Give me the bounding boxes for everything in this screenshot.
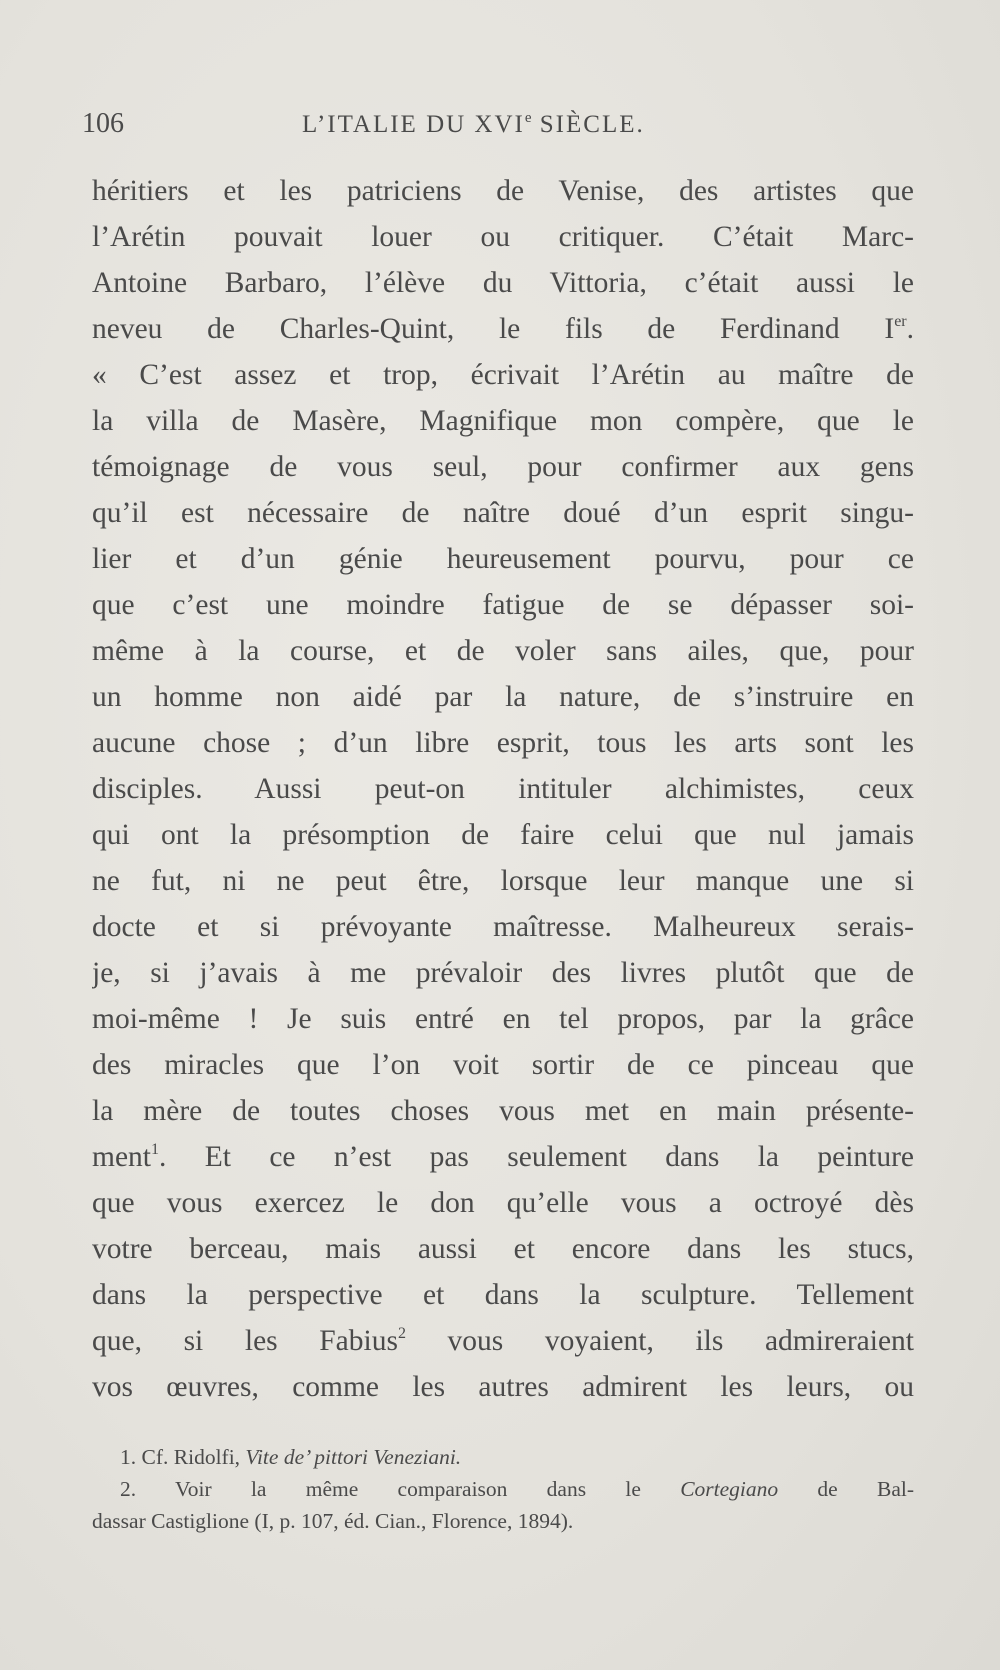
text-line-part: vous voyaient, ils admireraient: [405, 1325, 914, 1357]
text-line-part: .: [906, 313, 914, 345]
footnote-text: Voir la même comparaison dans le: [175, 1477, 681, 1501]
body-text: [92, 168, 914, 1410]
running-head-title-after: SIÈCLE.: [531, 111, 645, 138]
running-head-title-text: L’ITALIE DU XVI: [302, 111, 525, 138]
footnote-title: Vite de’ pittori Veneziani.: [245, 1445, 462, 1469]
footnotes: [92, 1441, 914, 1537]
running-head: [82, 108, 920, 148]
text-line: je, si j’avais à me prévaloir des livres plutôt que de: [92, 957, 914, 989]
text-line: vos œuvres, comme les autres admirent les leurs, ou: [92, 1371, 914, 1403]
text-line: la villa de Masère, Magnifique mon compère, que le: [92, 405, 914, 437]
text-line: la mère de toutes choses vous met en main présente-: [92, 1095, 914, 1127]
text-line: docte et si prévoyante maîtresse. Malheureux serais-: [92, 911, 914, 943]
text-line: même à la course, et de voler sans ailes, que, pour: [92, 635, 914, 667]
running-head-title: [302, 110, 645, 139]
text-line-part: que, si les Fabius: [92, 1325, 398, 1357]
footnote-ref-1: 1: [151, 1141, 159, 1158]
footnote-text: de Bal-: [778, 1477, 914, 1501]
text-line: votre berceau, mais aussi et encore dans les stucs,: [92, 1233, 914, 1265]
text-line: Antoine Barbaro, l’élève du Vittoria, c’était aussi le: [92, 267, 914, 299]
footnote-2: [92, 1473, 914, 1505]
footnote-2-continued: dassar Castiglione (I, p. 107, éd. Cian., Florence, 1894).: [92, 1509, 574, 1533]
text-line: héritiers et les patriciens de Venise, des artistes que: [92, 175, 914, 207]
text-line: aucune chose ; d’un libre esprit, tous les arts sont les: [92, 727, 914, 759]
text-line: [92, 1318, 914, 1364]
text-line: moi-même ! Je suis entré en tel propos, par la grâce: [92, 1003, 914, 1035]
text-line: qui ont la présomption de faire celui que nul jamais: [92, 819, 914, 851]
text-line: que c’est une moindre fatigue de se dépasser soi-: [92, 589, 914, 621]
text-line: ne fut, ni ne peut être, lorsque leur manque une si: [92, 865, 914, 897]
footnote-ref-2: 2: [397, 1325, 406, 1342]
footnote-1: [92, 1441, 914, 1473]
page-number: 106: [82, 108, 124, 139]
text-line: témoignage de vous seul, pour confirmer aux gens: [92, 451, 914, 483]
footnote-text: Cf. Ridolfi,: [141, 1445, 246, 1469]
text-line-part: . Et ce n’est pas seulement dans la peinture: [159, 1141, 914, 1173]
text-line: [92, 1134, 914, 1180]
text-line: l’Arétin pouvait louer ou critiquer. C’était Marc-: [92, 221, 914, 253]
text-line: que vous exercez le don qu’elle vous a octroyé dès: [92, 1187, 914, 1219]
text-line: qu’il est nécessaire de naître doué d’un esprit singu-: [92, 497, 914, 529]
footnote-number: 1.: [120, 1445, 137, 1469]
superscript: er: [894, 313, 907, 330]
text-line: dans la perspective et dans la sculpture. Tellement: [92, 1279, 914, 1311]
running-head-title-sup: e: [524, 110, 532, 126]
text-line: disciples. Aussi peut-on intituler alchimistes, ceux: [92, 773, 914, 805]
text-line-part: ment: [92, 1141, 151, 1173]
text-line: lier et d’un génie heureusement pourvu, pour ce: [92, 543, 914, 575]
footnote-number: 2.: [120, 1477, 137, 1501]
text-line: « C’est assez et trop, écrivait l’Arétin au maître de: [92, 359, 914, 391]
text-line: un homme non aidé par la nature, de s’instruire en: [92, 681, 914, 713]
text-line: des miracles que l’on voit sortir de ce pinceau que: [92, 1049, 914, 1081]
footnote-title: Cortegiano: [680, 1477, 779, 1501]
text-line-part: neveu de Charles-Quint, le fils de Ferdinand I: [92, 313, 895, 345]
text-line: [92, 306, 914, 352]
